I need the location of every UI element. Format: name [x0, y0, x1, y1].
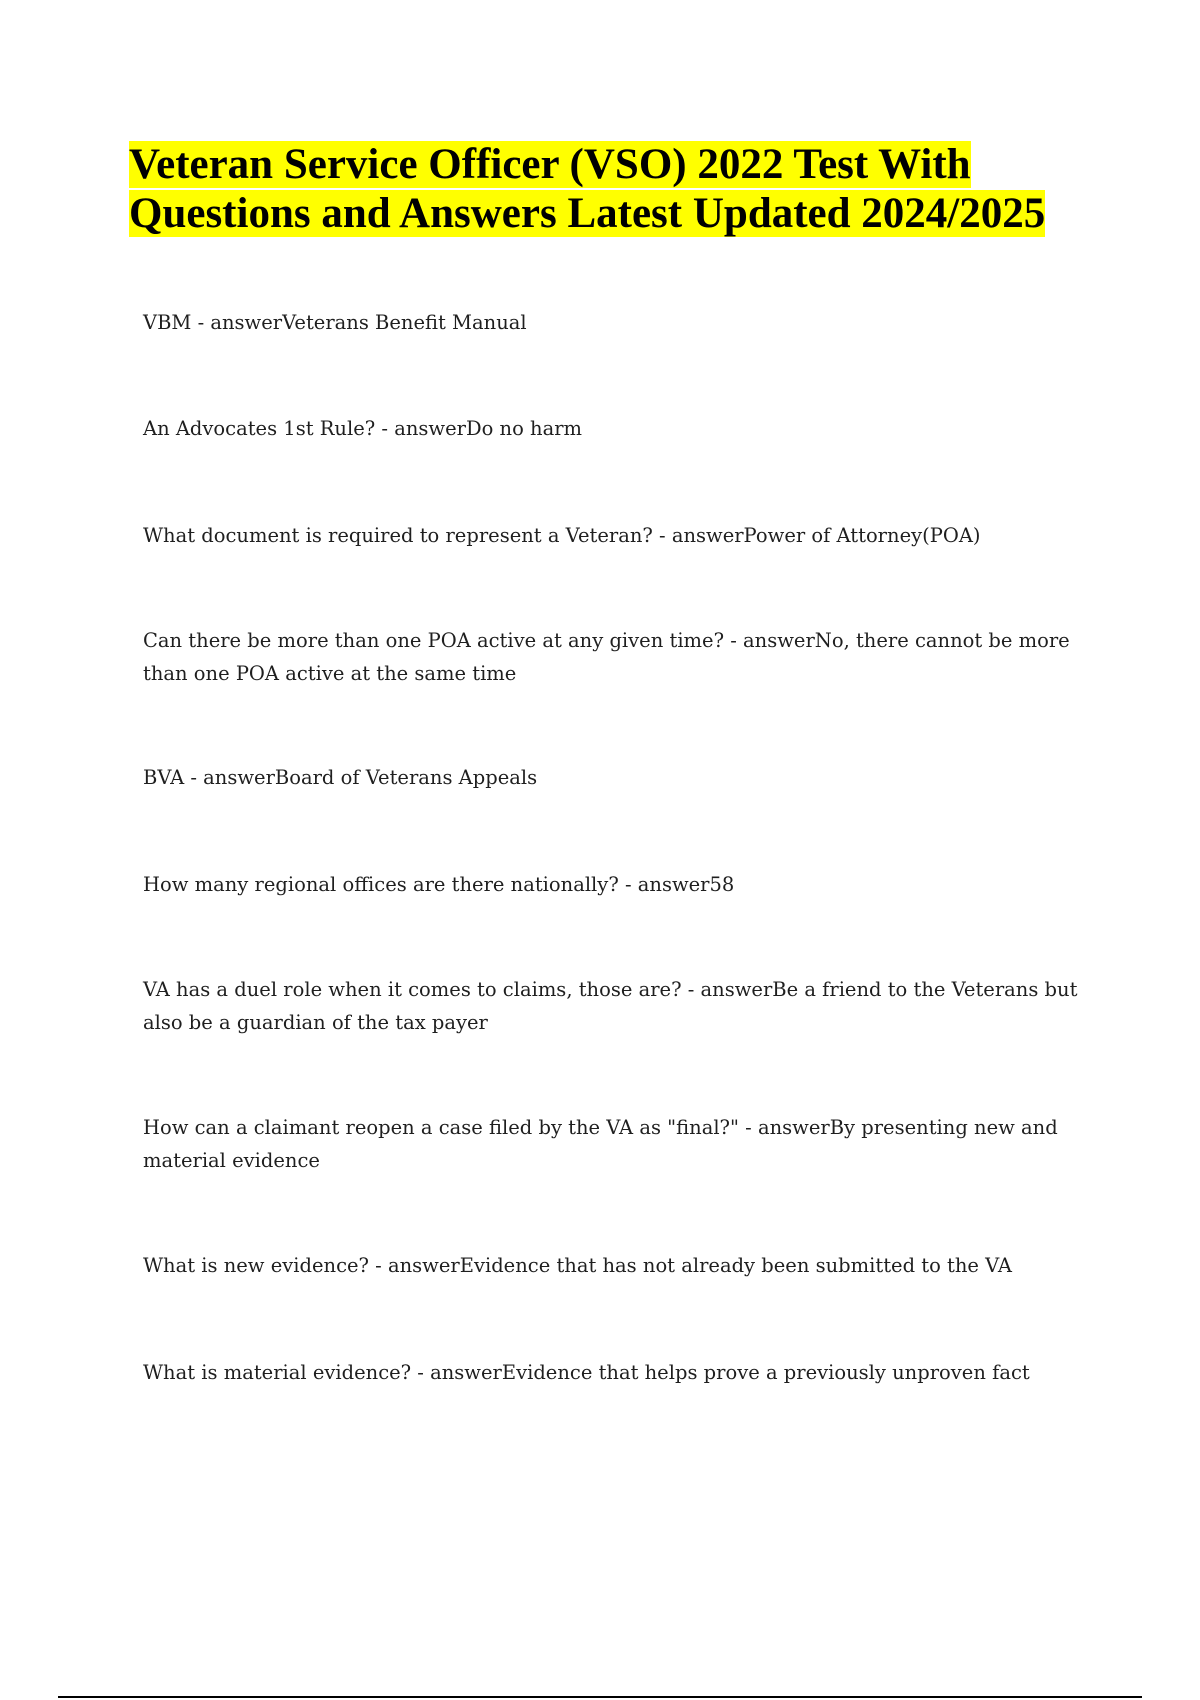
qa-item: An Advocates 1st Rule? - answerDo no harm	[143, 417, 583, 440]
qa-item: Can there be more than one POA active at any given time? - answerNo, there cannot be more than one POA active at the same time	[143, 629, 1070, 685]
qa-item: How can a claimant reopen a case filed by the VA as "final?" - answerBy presenting new and material evidence	[143, 1116, 1058, 1172]
title-highlight: Veteran Service Officer (VSO) 2022 Test With Questions and Answers Latest Updated 2024/2025	[129, 141, 1046, 237]
qa-item: What is material evidence? - answerEvidence that helps prove a previously unproven fact	[143, 1361, 1030, 1384]
qa-item: VA has a duel role when it comes to claims, those are? - answerBe a friend to the Veterans but also be a guardian of the tax payer	[143, 978, 1078, 1034]
qa-item: VBM - answerVeterans Benefit Manual	[143, 311, 527, 334]
qa-item: How many regional offices are there nationally? - answer58	[143, 873, 735, 896]
qa-item: What document is required to represent a Veteran? - answerPower of Attorney(POA)	[143, 524, 981, 547]
title-block	[129, 140, 1089, 238]
footer-rule	[58, 1696, 1142, 1698]
qa-item: BVA - answerBoard of Veterans Appeals	[143, 766, 538, 789]
qa-item: What is new evidence? - answerEvidence that has not already been submitted to the VA	[143, 1254, 1013, 1277]
document-title	[129, 140, 1089, 238]
